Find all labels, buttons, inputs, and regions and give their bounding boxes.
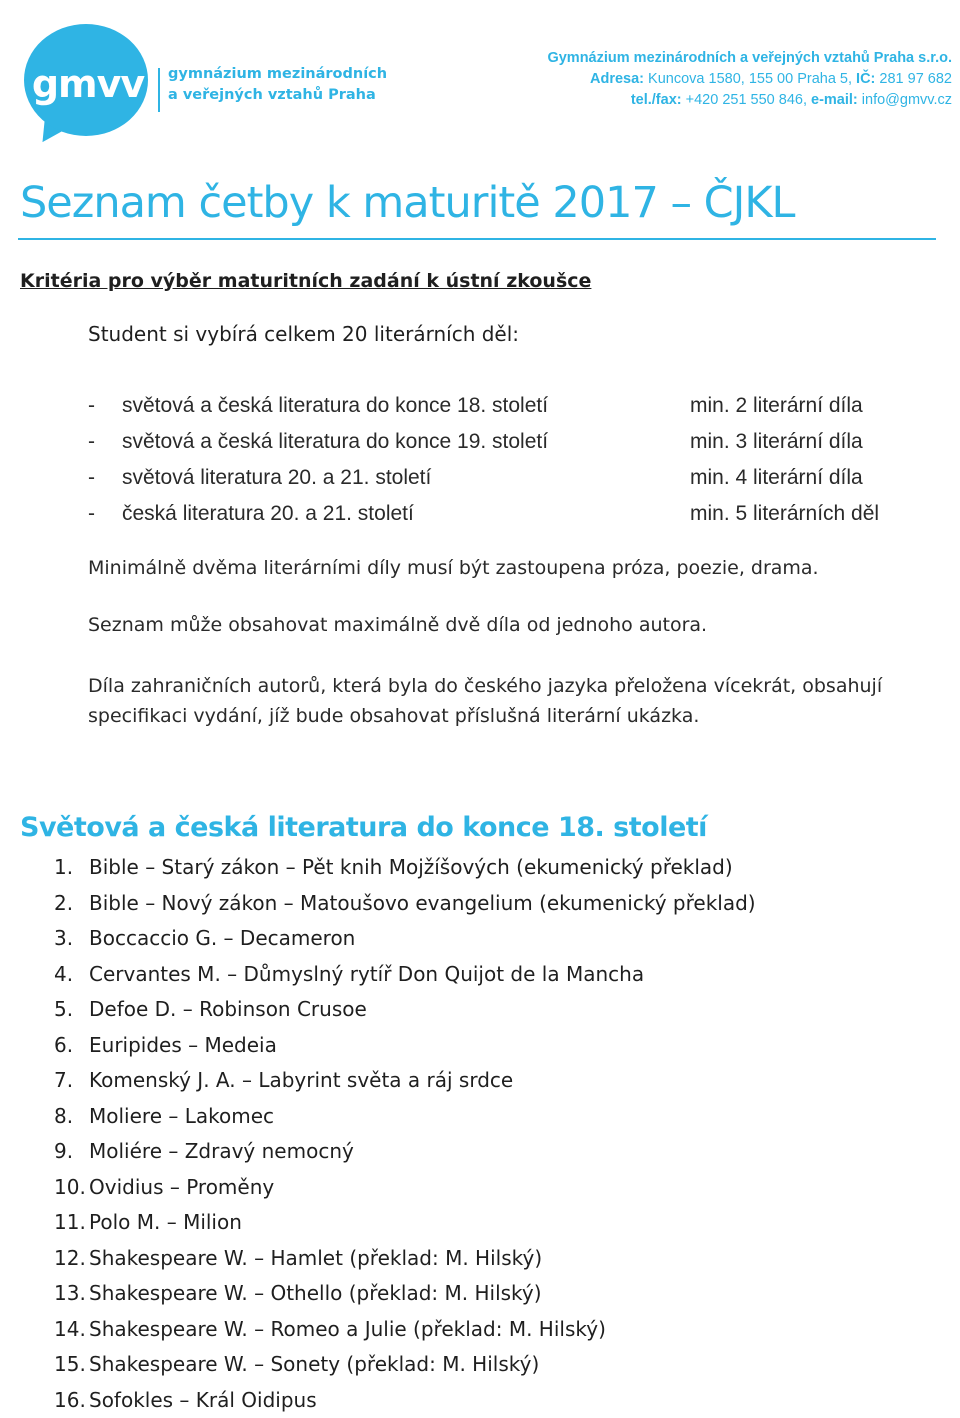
requirement-text: světová a česká literatura do konce 19. století — [122, 430, 549, 453]
ic-number: 281 97 682 — [879, 71, 952, 87]
requirement-min: min. 5 literárních děl — [690, 502, 880, 525]
contact-block — [547, 48, 952, 111]
list-number: 8. — [54, 1103, 74, 1128]
page-title: Seznam četby k maturitě 2017 – ČJKL — [20, 178, 795, 228]
book-title: Defoe D. – Robinson Crusoe — [89, 997, 367, 1021]
telfax-label: tel./fax: — [630, 92, 682, 108]
criteria-heading: Kritéria pro výběr maturitních zadání k ústní zkoušce — [20, 270, 592, 292]
requirement-min: min. 2 literární díla — [690, 394, 863, 417]
requirement-dash: - — [88, 502, 95, 525]
list-number: 14. — [54, 1316, 86, 1341]
book-title: Ovidius – Proměny — [89, 1174, 275, 1199]
list-number: 6. — [54, 1032, 74, 1057]
book-title: Moliere – Lakomec — [89, 1103, 274, 1128]
requirement-dash: - — [88, 466, 95, 489]
book-title: Sofokles – Král Oidipus — [89, 1387, 317, 1412]
book-title: Shakespeare W. – Othello (překlad: M. Hilský) — [89, 1281, 542, 1305]
logo-line-2: a veřejných vztahů Praha — [168, 87, 376, 103]
list-number: 12. — [54, 1245, 86, 1270]
title-divider — [18, 238, 936, 240]
list-number: 3. — [54, 926, 74, 950]
telfax-number: +420 251 550 846, — [685, 92, 807, 108]
list-number: 11. — [54, 1210, 86, 1234]
ic-label: IČ: — [856, 71, 876, 87]
section-heading: Světová a česká literatura do konce 18. století — [20, 812, 707, 843]
requirement-text: světová a česká literatura do konce 18. století — [122, 394, 549, 417]
logo-mark: gmvv — [31, 62, 145, 106]
list-number: 2. — [54, 890, 74, 915]
book-title: Polo M. – Milion — [89, 1210, 242, 1234]
book-title: Euripides – Medeia — [89, 1032, 277, 1057]
list-number: 13. — [54, 1281, 86, 1305]
school-logo — [24, 20, 388, 140]
book-title: Cervantes M. – Důmyslný rytíř Don Quijot de la Mancha — [89, 961, 645, 986]
requirement-text: česká literatura 20. a 21. století — [122, 502, 414, 525]
email-link[interactable]: info@gmvv.cz — [861, 92, 952, 108]
school-name: Gymnázium mezinárodních a veřejných vztahů Praha s.r.o. — [547, 50, 952, 66]
list-number: 9. — [54, 1139, 74, 1163]
list-number: 16. — [54, 1387, 86, 1412]
intro-text: Student si vybírá celkem 20 literárních děl: — [88, 322, 520, 346]
logo-separator — [158, 68, 160, 112]
list-number: 1. — [54, 855, 74, 879]
requirement-min: min. 3 literární díla — [690, 430, 863, 453]
list-number: 15. — [54, 1352, 86, 1376]
address-label: Adresa: — [590, 71, 645, 87]
list-number: 10. — [54, 1174, 86, 1199]
note-max-per-author: Seznam může obsahovat maximálně dvě díla od jednoho autora. — [88, 614, 708, 636]
book-title: Boccaccio G. – Decameron — [89, 926, 356, 950]
book-title: Bible – Nový zákon – Matoušovo evangelium (ekumenický překlad) — [89, 890, 756, 915]
requirement-dash: - — [88, 430, 95, 453]
note-translations: Díla zahraničních autorů, která byla do českého jazyka přeložena vícekrát, obsahují specifikaci vydání, jíž bude obsahovat příslušná literární ukázka. — [88, 675, 883, 727]
book-title: Bible – Starý zákon – Pět knih Mojžíšových (ekumenický překlad) — [89, 855, 733, 879]
book-title: Shakespeare W. – Sonety (překlad: M. Hilský) — [89, 1352, 540, 1376]
book-title: Komenský J. A. – Labyrint světa a ráj srdce — [89, 1068, 514, 1092]
list-number: 5. — [54, 997, 74, 1021]
email-label: e-mail: — [811, 92, 858, 108]
address: Kuncova 1580, 155 00 Praha 5, — [648, 71, 853, 87]
list-number: 7. — [54, 1068, 74, 1092]
telfax-line — [547, 90, 952, 111]
book-title: Shakespeare W. – Romeo a Julie (překlad: M. Hilský) — [89, 1316, 606, 1341]
book-title: Shakespeare W. – Hamlet (překlad: M. Hilský) — [89, 1245, 543, 1270]
note-genres: Minimálně dvěma literárními díly musí být zastoupena próza, poezie, drama. — [88, 557, 819, 579]
book-title: Moliére – Zdravý nemocný — [89, 1139, 354, 1163]
requirement-min: min. 4 literární díla — [690, 466, 863, 489]
requirement-text: světová literatura 20. a 21. století — [122, 466, 432, 489]
list-number: 4. — [54, 961, 74, 986]
requirement-dash: - — [88, 394, 95, 417]
logo-line-1: gymnázium mezinárodních — [168, 66, 388, 82]
address-line — [547, 69, 952, 90]
